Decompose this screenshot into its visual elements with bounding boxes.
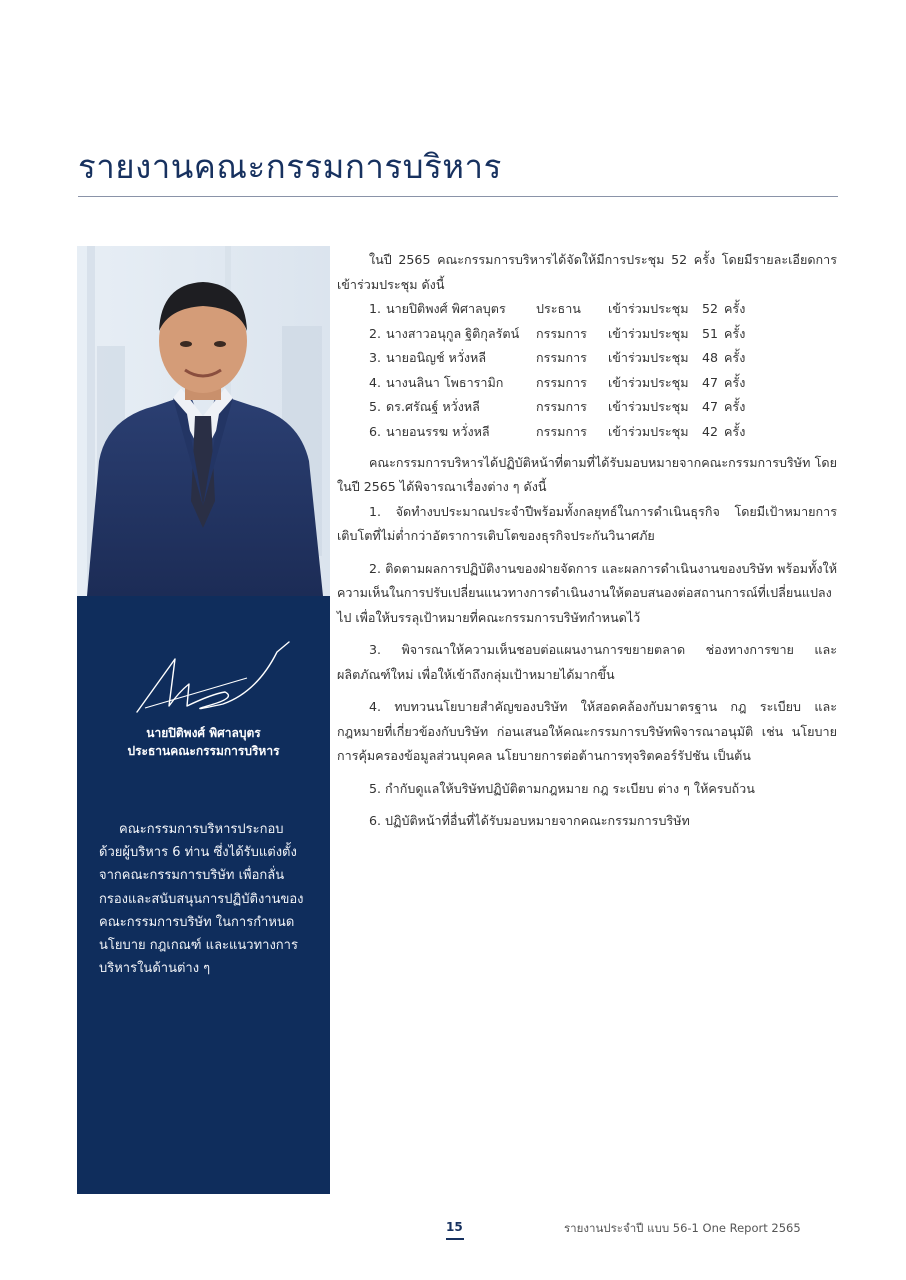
- row-number: 6.: [369, 423, 382, 439]
- attendance-list: [369, 297, 837, 445]
- executive-portrait: [77, 246, 330, 596]
- attendance-unit: ครั้ง: [724, 301, 746, 316]
- attendance-row: [369, 420, 837, 445]
- attendance-row: [369, 395, 837, 420]
- row-number: 2.: [369, 325, 382, 341]
- attendance-unit: ครั้ง: [724, 350, 746, 366]
- summary-line: บริหารในด้านต่าง ๆ: [99, 961, 211, 977]
- summary-line: จากคณะกรรมการบริษัท เพื่อกลั่น: [99, 868, 285, 884]
- attendance-row: [369, 346, 837, 371]
- attendance-unit: ครั้ง: [724, 325, 746, 341]
- side-panel: [77, 596, 330, 1194]
- row-number: 4.: [369, 374, 382, 390]
- duty-item: 5. กำกับดูแลให้บริษัทปฏิบัติตามกฎหมาย กฎ ระเบียบ ต่าง ๆ ให้ครบถ้วน: [369, 780, 755, 796]
- signer-position: ประธานคณะกรรมการบริหาร: [127, 744, 280, 758]
- member-role: กรรมการ: [536, 350, 587, 366]
- attendance-unit: ครั้ง: [724, 374, 746, 390]
- attendance-count: 47: [702, 399, 719, 415]
- attendance-count: 52: [702, 301, 719, 316]
- page-number: 15: [446, 1220, 463, 1234]
- attendance-count: 42: [702, 423, 719, 439]
- signature-caption: [77, 724, 330, 760]
- main-content: [337, 248, 837, 842]
- member-name: นางสาวอนุกูล ฐิติกุลรัตน์: [386, 325, 520, 341]
- attendance-label: เข้าร่วมประชุม: [608, 350, 689, 366]
- member-role: กรรมการ: [536, 374, 587, 390]
- summary-line: ด้วยผู้บริหาร 6 ท่าน ซึ่งได้รับแต่งตั้ง: [99, 845, 297, 861]
- attendance-count: 51: [702, 325, 719, 341]
- attendance-label: เข้าร่วมประชุม: [608, 423, 689, 439]
- row-number: 3.: [369, 350, 382, 366]
- duty-item: 2. ติดตามผลการปฏิบัติงานของฝ่ายจัดการ และผลการดำเนินงานของบริษัท พร้อมทั้งให้ความเห็นในการปรับเปลี่ยนแนวทางการดำเนินงานให้ตอบสนองต่อสถานการณ์ที่เปลี่ยนแปลงไป เพื่อให้บรรลุเป้าหมายที่คณะกรรมการบริษัทกำหนดไว้: [337, 560, 837, 625]
- member-role: กรรมการ: [536, 399, 587, 415]
- attendance-count: 48: [702, 350, 719, 366]
- duty-item: 3. พิจารณาให้ความเห็นชอบต่อแผนงานการขยายตลาด ช่องทางการขาย และผลิตภัณฑ์ใหม่ เพื่อให้เข้าถึงกลุ่มเป้าหมายได้มากขึ้น: [337, 642, 837, 682]
- signer-name: นายปิติพงศ์ พิศาลบุตร: [146, 726, 261, 740]
- attendance-row: [369, 322, 837, 347]
- member-role: กรรมการ: [536, 423, 587, 439]
- member-role: ประธาน: [536, 301, 581, 316]
- duty-item: 6. ปฏิบัติหน้าที่อื่นที่ได้รับมอบหมายจากคณะกรรมการบริษัท: [369, 813, 690, 829]
- signature-image: [127, 634, 297, 719]
- duty-item: 4. ทบทวนนโยบายสำคัญของบริษัท ให้สอดคล้องกับมาตรฐาน กฎ ระเบียบ และกฎหมายที่เกี่ยวข้องกับบริษัท ก่อนเสนอให้คณะกรรมการบริษัทพิจารณาอนุมัติ เช่น นโยบายการคุ้มครองข้อมูลส่วนบุคคล นโยบายการต่อต้านการทุจริตคอร์รัปชัน เป็นต้น: [337, 699, 837, 764]
- summary-line: คณะกรรมการบริษัท ในการกำหนด: [99, 914, 295, 930]
- attendance-row: [369, 371, 837, 396]
- attendance-count: 47: [702, 374, 719, 390]
- attendance-label: เข้าร่วมประชุม: [608, 325, 689, 341]
- member-name: ดร.ศรัณฐ์ หวั่งหลี: [386, 399, 480, 415]
- row-number: 5.: [369, 399, 382, 415]
- title-divider: [78, 196, 838, 197]
- portrait-illustration: [77, 246, 330, 596]
- duties-intro-paragraph: คณะกรรมการบริหารได้ปฏิบัติหน้าที่ตามที่ได้รับมอบหมายจากคณะกรรมการบริษัท โดยในปี 2565 ได้พิจารณาเรื่องต่าง ๆ ดังนี้: [337, 454, 837, 495]
- member-name: นายอนิญช์ หวั่งหลี: [386, 350, 487, 366]
- committee-summary: [99, 818, 311, 980]
- attendance-label: เข้าร่วมประชุม: [608, 374, 689, 390]
- attendance-label: เข้าร่วมประชุม: [608, 301, 689, 316]
- attendance-label: เข้าร่วมประชุม: [608, 399, 689, 415]
- summary-line: กรองและสนับสนุนการปฏิบัติงานของ: [99, 891, 304, 907]
- attendance-unit: ครั้ง: [724, 399, 746, 415]
- duty-item: 1. จัดทำงบประมาณประจำปีพร้อมทั้งกลยุทธ์ในการดำเนินธุรกิจ โดยมีเป้าหมายการเติบโตที่ไม่ต่ำกว่าอัตราการเติบโตของธุรกิจประกันวินาศภัย: [337, 503, 837, 544]
- summary-line: คณะกรรมการบริหารประกอบ: [119, 822, 284, 837]
- attendance-row: [369, 297, 837, 322]
- member-name: นายปิติพงศ์ พิศาลบุตร: [386, 301, 506, 316]
- page-number-underline: [446, 1238, 464, 1240]
- row-number: 1.: [369, 301, 382, 316]
- summary-line: นโยบาย กฎเกณฑ์ และแนวทางการ: [99, 938, 298, 954]
- report-footer-title: รายงานประจำปี แบบ 56-1 One Report 2565: [564, 1221, 801, 1235]
- intro-paragraph: ในปี 2565 คณะกรรมการบริหารได้จัดให้มีการประชุม 52 ครั้ง โดยมีรายละเอียดการเข้าร่วมประชุม ดังนี้: [337, 252, 837, 292]
- member-name: นายอนรรฆ หวั่งหลี: [386, 423, 490, 439]
- member-name: นางนลินา โพธารามิก: [386, 374, 504, 390]
- member-role: กรรมการ: [536, 325, 587, 341]
- page-title: รายงานคณะกรรมการบริหาร: [78, 147, 502, 186]
- attendance-unit: ครั้ง: [724, 423, 746, 439]
